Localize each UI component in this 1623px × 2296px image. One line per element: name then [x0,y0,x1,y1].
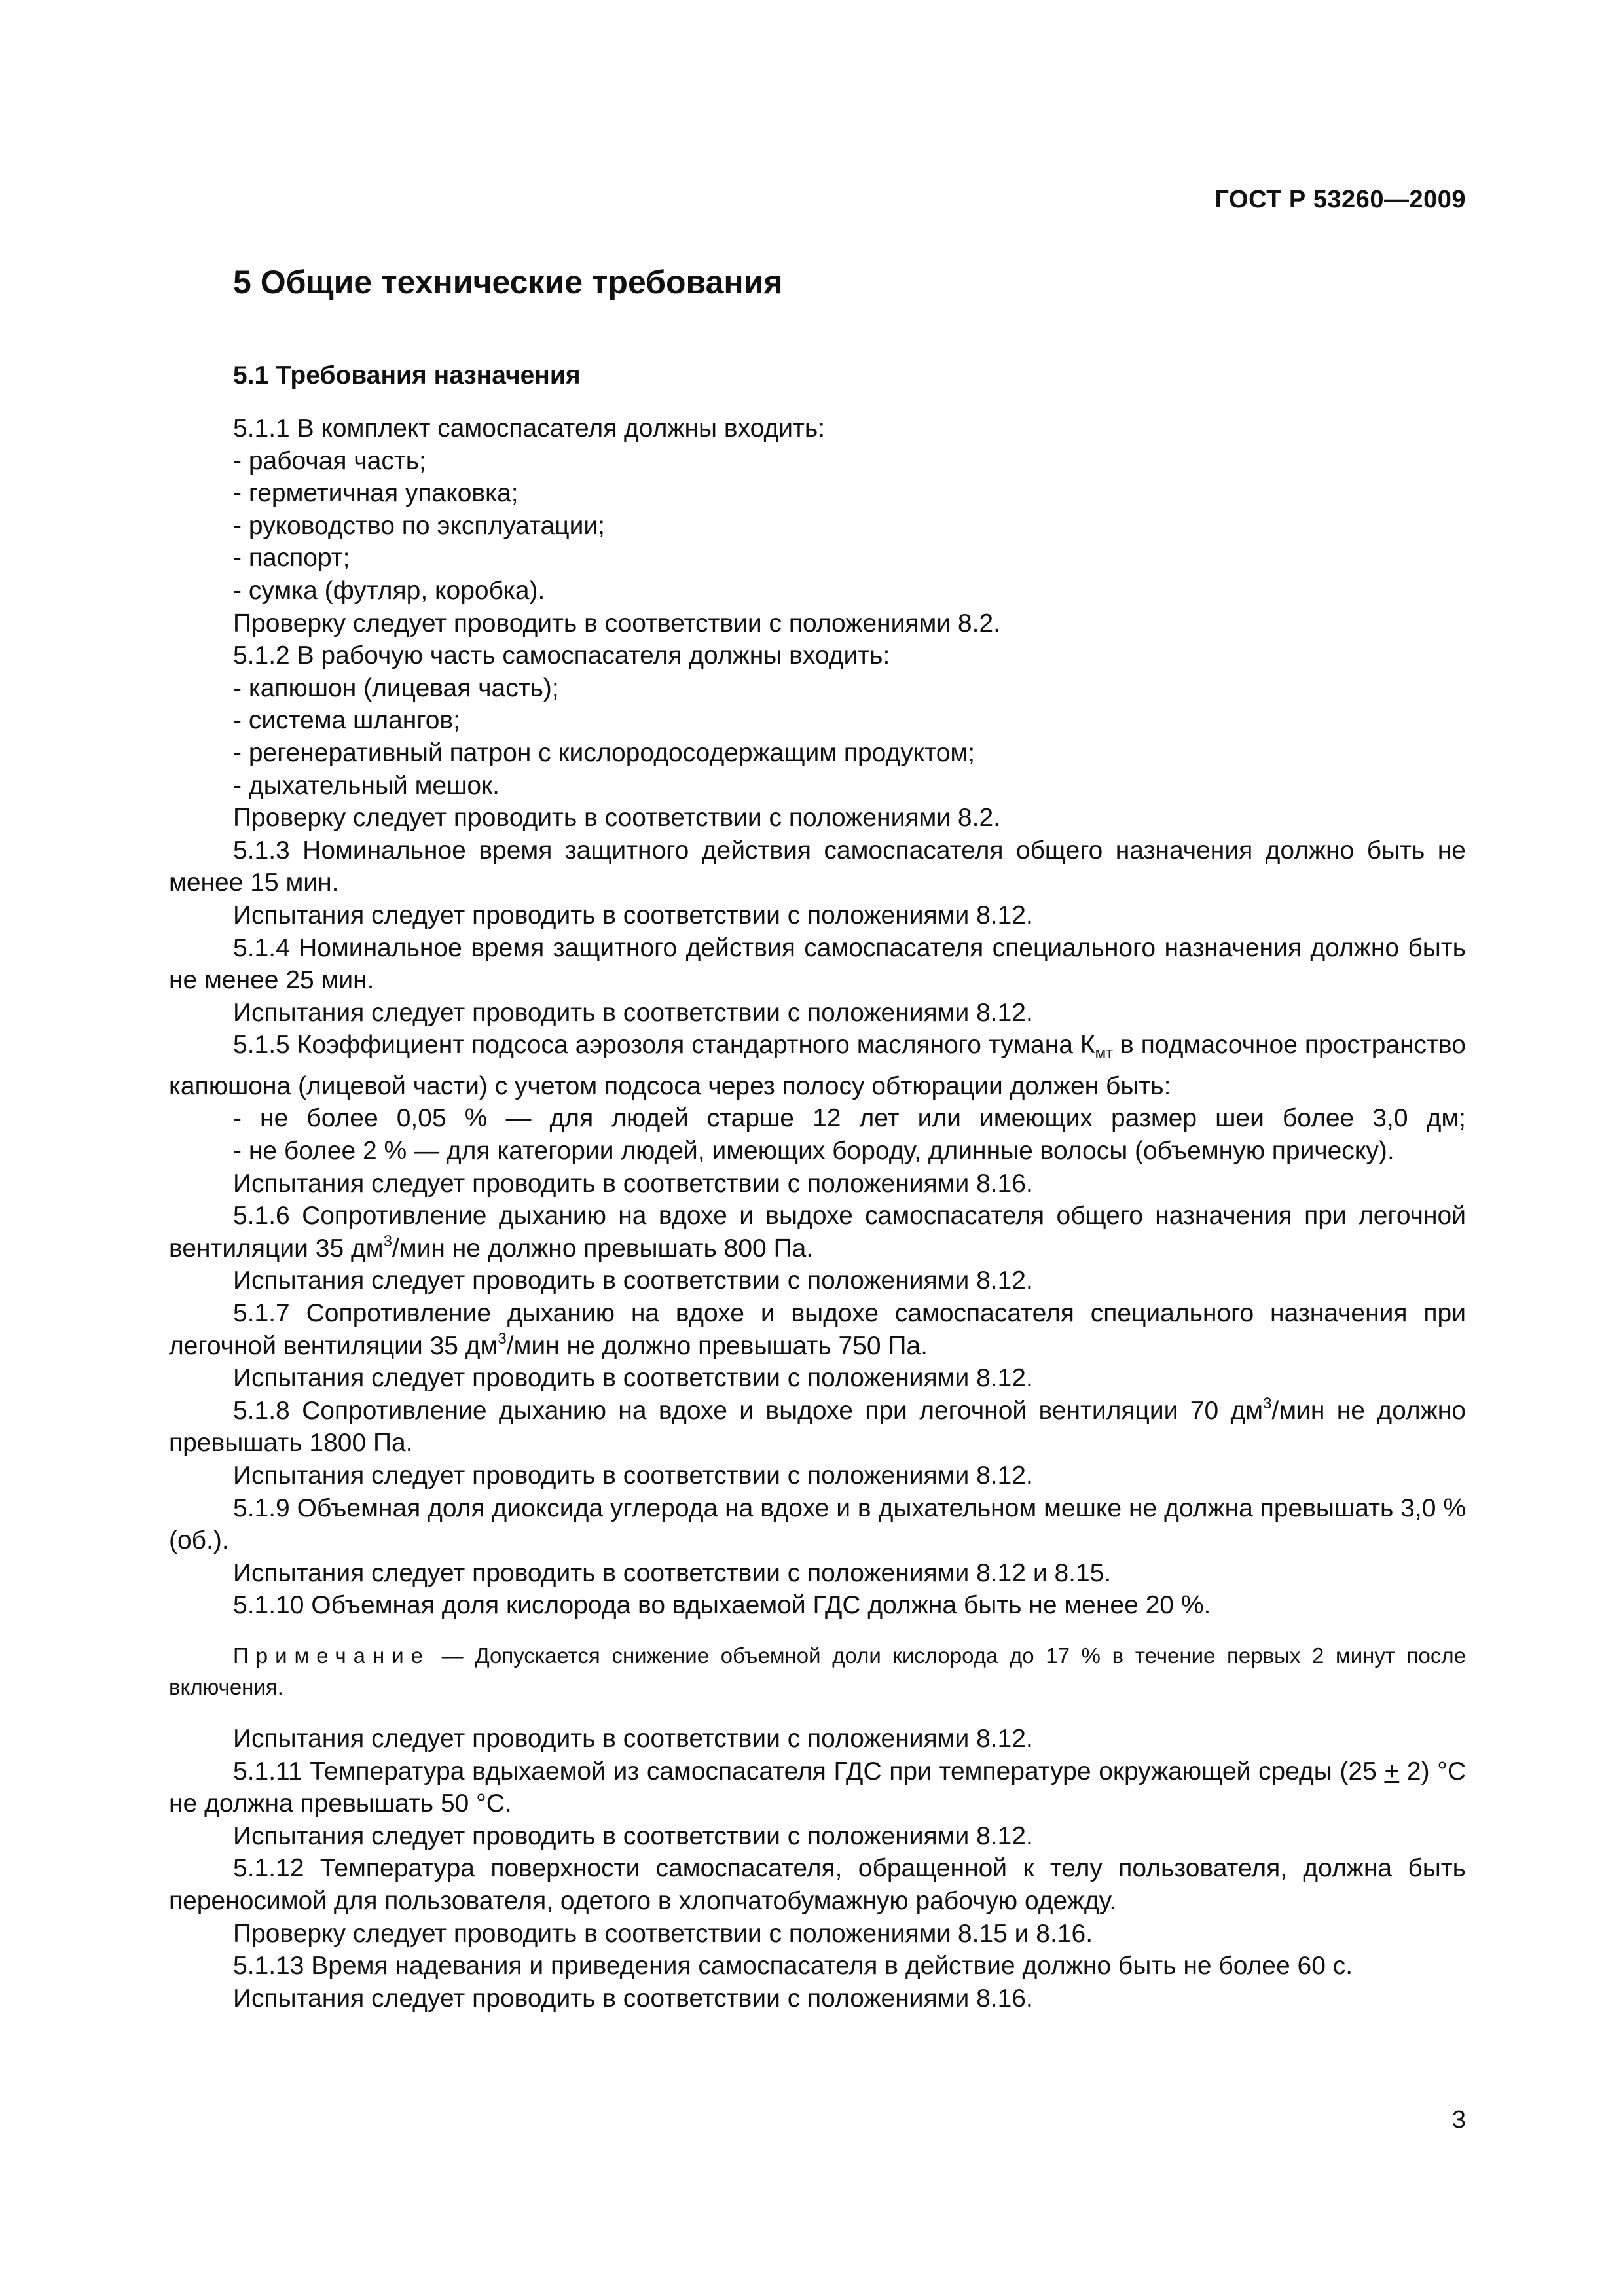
note-text: — Допускается снижение объемной доли кислорода до 17 % в течение первых 2 минут после включения. [169,1643,1466,1699]
check-clause: Проверку следует проводить в соответствии с положениями 8.15 и 8.16. [233,1919,1093,1948]
check-clause: Испытания следует проводить в соответствии с положениями 8.12. [233,998,1033,1027]
list-item: - не более 2 % — для категории людей, имеющих бороду, длинные волосы (объемную прическу). [233,1137,1395,1166]
check-clause: Проверку следует проводить в соответствии с положениями 8.2. [233,804,1000,833]
check-clause: Проверку следует проводить в соответствии с положениями 8.2. [233,609,1000,637]
check-clause: Испытания следует проводить в соответствии с положениями 8.12. [233,1821,1033,1850]
text-run: 5.1.11 Температура вдыхаемой из самоспасателя ГДС при температуре окружающей среды (25 [233,1757,1385,1785]
text-run: /мин не должно превышать 750 Па. [506,1331,928,1360]
list-item: - дыхательный мешок. [233,771,500,800]
superscript: 3 [1263,1394,1272,1412]
paragraph: 5.1.1 В комплект самоспасателя должны входить: [233,414,826,442]
paragraph: 5.1.10 Объемная доля кислорода во вдыхаемой ГДС должна быть не менее 20 %. [233,1591,1211,1620]
paragraph-5-1-5 [169,1029,1466,1102]
note [169,1640,1466,1703]
list-item: - система шлангов; [233,706,460,735]
note-label: Примечание [233,1643,431,1668]
check-clause: Испытания следует проводить в соответствии с положениями 8.12 и 8.15. [233,1558,1112,1587]
paragraph: 5.1.2 В рабочую часть самоспасателя должны входить: [233,641,890,670]
text-run: в подмасочное пространство капюшона (лицевой части) с учетом подсоса через полосу обтюрации должен быть: [169,1031,1466,1100]
paragraph: 5.1.12 Температура поверхности самоспасателя, обращенной к телу пользователя, должна быть переносимой для пользователя, одетого в хлопчатобумажную рабочую одежду. [169,1854,1466,1915]
subscript: мт [1095,1045,1114,1063]
paragraph: 5.1.3 Номинальное время защитного действия самоспасателя общего назначения должно быть не менее 15 мин. [169,836,1466,897]
list-item: - герметичная упаковка; [233,479,519,508]
paragraph: 5.1.9 Объемная доля диоксида углерода на вдохе и в дыхательном мешке не должна превышать 3,0 % (об.). [169,1494,1466,1555]
text-run: /мин не должно превышать 800 Па. [392,1234,814,1263]
paragraph-5-1-11 [169,1755,1466,1820]
paragraph: 5.1.13 Время надевания и приведения самоспасателя в действие должно быть не более 60 с. [233,1952,1353,1981]
check-clause: Испытания следует проводить в соответствии с положениями 8.16. [233,1984,1033,2013]
text-run: 2) °С не должна превышать 50 °С. [169,1757,1466,1818]
text-run: 5.1.6 Сопротивление дыханию на вдохе и выдохе самоспасателя общего назначения при легочной вентиляции 35 дм [169,1202,1466,1263]
check-clause: Испытания следует проводить в соответствии с положениями 8.12. [233,1364,1033,1393]
superscript: 3 [498,1329,507,1348]
text-run: 5.1.5 Коэффициент подсоса аэрозоля стандартного масляного тумана К [233,1031,1095,1060]
check-clause: Испытания следует проводить в соответствии с положениями 8.16. [233,1169,1033,1198]
check-clause: Испытания следует проводить в соответствии с положениями 8.12. [233,901,1033,929]
document-body [169,412,1466,2015]
list-item: - руководство по эксплуатации; [233,511,605,540]
plus-minus-sign: + [1384,1757,1400,1785]
check-clause: Испытания следует проводить в соответствии с положениями 8.12. [233,1724,1033,1753]
paragraph: 5.1.4 Номинальное время защитного действия самоспасателя специального назначения должно быть не менее 25 мин. [169,933,1466,995]
list-item: - сумка (футляр, коробка). [233,576,545,605]
section-title: 5 Общие технические требования [233,264,783,300]
check-clause: Испытания следует проводить в соответствии с положениями 8.12. [233,1462,1033,1490]
document-code: ГОСТ Р 53260—2009 [1214,186,1466,213]
subsection-title: 5.1 Требования назначения [233,361,581,389]
text-run: 5.1.7 Сопротивление дыханию на вдохе и выдохе самоспасателя специального назначения при легочной вентиляции 35 дм [169,1299,1466,1360]
list-item: - регенеративный патрон с кислородосодержащим продуктом; [233,738,976,767]
paragraph-5-1-7 [169,1297,1466,1362]
paragraph-5-1-8 [169,1395,1466,1460]
text-run: 5.1.8 Сопротивление дыханию на вдохе и выдохе при легочной вентиляции 70 дм [233,1396,1264,1425]
check-clause: Испытания следует проводить в соответствии с положениями 8.12. [233,1266,1033,1295]
page-number: 3 [1451,2106,1466,2134]
list-item: - рабочая часть; [233,446,426,475]
list-item: - капюшон (лицевая часть); [233,673,559,702]
list-item: - паспорт; [233,544,350,573]
paragraph-5-1-6 [169,1200,1466,1265]
list-item: - не более 0,05 % — для людей старше 12 лет или имеющих размер шеи более 3,0 дм; [233,1104,1466,1133]
text-run: /мин не должно превышать 1800 Па. [169,1396,1467,1458]
superscript: 3 [383,1232,392,1250]
